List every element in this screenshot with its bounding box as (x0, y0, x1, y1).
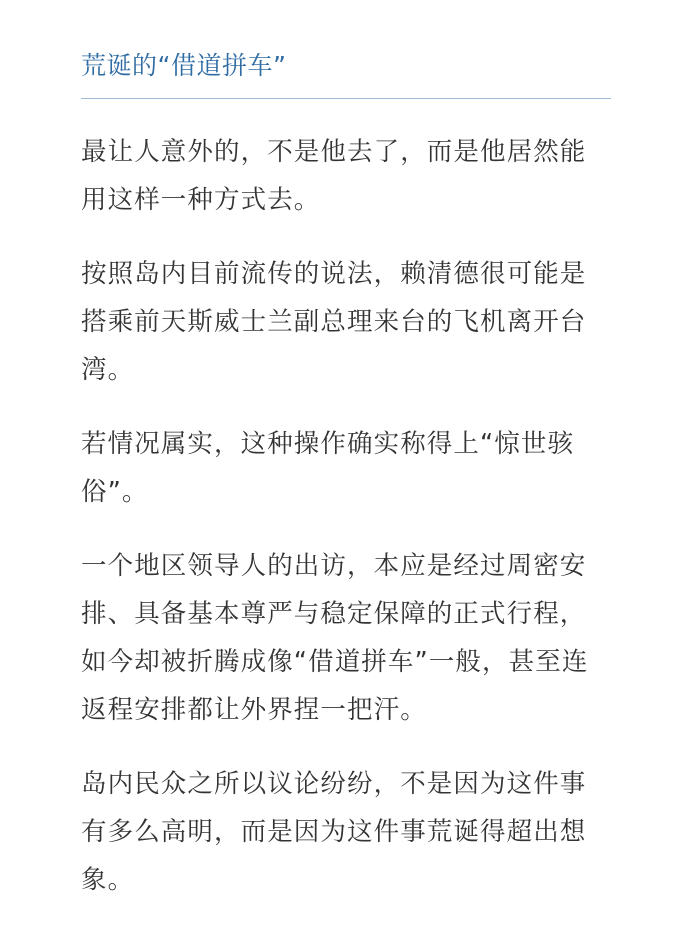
section-title: 荒诞的“借道拼车” (81, 51, 287, 80)
paragraph: 一个地区领导人的出访，本应是经过周密安排、具备基本尊严与稳定保障的正式行程，如今却被折腾成像“借道拼车”一般，甚至连返程安排都让外界捏一把汗。 (81, 551, 589, 725)
title-divider (81, 98, 611, 99)
paragraph: 最让人意外的，不是他去了，而是他居然能用这样一种方式去。 (81, 137, 587, 215)
paragraph: 按照岛内目前流传的说法，赖清德很可能是搭乘前天斯威士兰副总理来台的飞机离开台湾。 (81, 259, 587, 385)
paragraph: 若情况属实，这种操作确实称得上“惊世骇俗”。 (81, 429, 575, 507)
article-body (81, 128, 611, 930)
paragraph: 岛内民众之所以议论纷纷，不是因为这件事有多么高明，而是因为这件事荒诞得超出想象。 (81, 769, 587, 895)
